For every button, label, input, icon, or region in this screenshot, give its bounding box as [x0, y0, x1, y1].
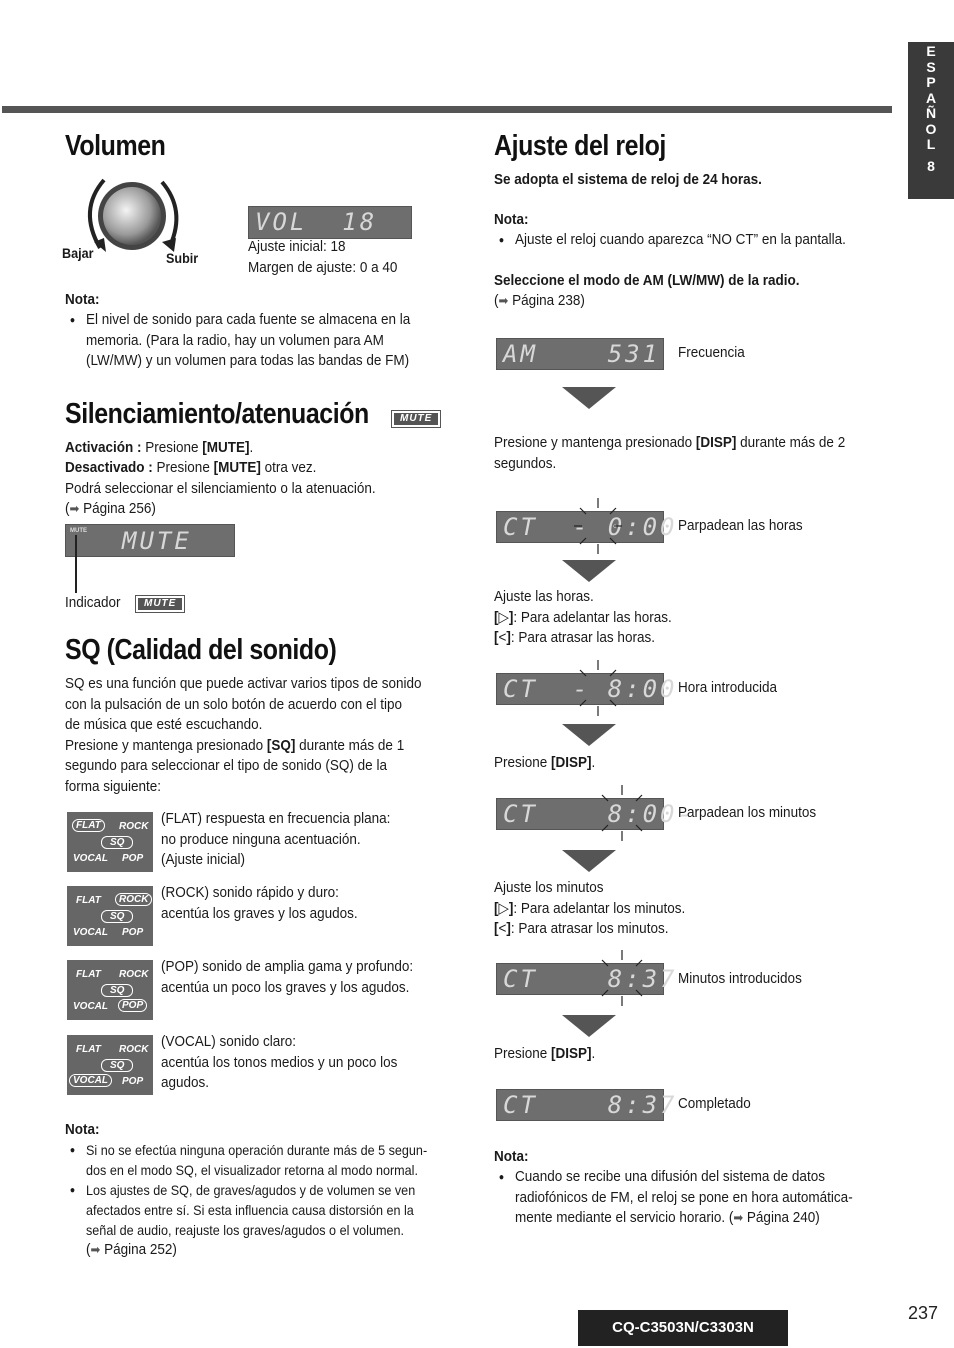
clock-step3-label: Hora introducida: [678, 679, 778, 696]
clock-lcd-frequency: AM 531: [496, 338, 664, 370]
sq-mode-pop: (POP) sonido de amplia gama y profundo: acentúa un poco los graves y los agudos.: [161, 958, 414, 996]
volume-range: Margen de ajuste: 0 a 40: [248, 259, 398, 276]
reloj-nota2-label: Nota:: [494, 1148, 529, 1165]
right-arrow-icon: ▷: [498, 899, 509, 917]
blink-rays-icon: [570, 660, 626, 716]
reloj-subtitle: Se adopta el sistema de reloj de 24 horas.: [494, 171, 762, 188]
sq-intro: SQ es una función que puede activar varios tipos de sonido con la pulsación de un solo botón de acuerdo con el tipo de música que esté escuchando. Presione y mantenga presionado [SQ] durante más de 1 segundo para seleccionar el tipo de sonido (SQ) de la forma siguiente:: [65, 675, 422, 795]
step-arrow-3: [562, 724, 616, 746]
volumen-nota-label: Nota:: [65, 291, 100, 308]
reloj-nota1: ● Ajuste el reloj cuando aparezca “NO CT” en la pantalla.: [515, 230, 846, 251]
indicator-line: [75, 535, 77, 593]
mute-heading-row: [65, 398, 418, 431]
volumen-nota: ● El nivel de sonido para cada fuente se almacena en la memoria. (Para la radio, hay un volumen para AM (LW/MW) y un volumen para todas las bandas de FM): [86, 310, 410, 372]
step-arrow-5: [562, 1015, 616, 1037]
mute-lcd: MUTE MUTE: [65, 524, 235, 557]
clock-step2-label: Parpadean las horas: [678, 517, 803, 534]
sq-nota: ● Si no se efectúa ninguna operación durante más de 5 segun- dos en el modo SQ, el visualizador retorna al modo normal. ● Los ajustes de SQ, de graves/agudos y de volumen se ven afectados entre sí. Si esta influencia causa distorsión en la señal de audio, reajuste los graves/agudos o el volumen. (➡ Página 252): [86, 1140, 427, 1260]
reloj-adjust-minutes: Ajuste los minutos [▷]: Para adelantar los minutos. [<]: Para atrasar los minutos.: [494, 879, 686, 937]
mute-badge: MUTE: [392, 411, 440, 427]
step-arrow-4: [562, 850, 616, 872]
sq-panel-vocal: FLAT ROCK SQ VOCAL POP: [67, 1035, 153, 1095]
clock-step6-label: Completado: [678, 1095, 751, 1112]
sq-panel-pop: FLAT ROCK SQ VOCAL POP: [67, 960, 153, 1020]
clock-lcd-hours-blink: CT - 0:00: [496, 511, 664, 543]
knob-up-label: Subir: [166, 250, 199, 266]
reloj-select-ref: (➡ Página 238): [494, 292, 585, 309]
clock-step5-label: Minutos introducidos: [678, 970, 802, 987]
sq-mode-vocal: (VOCAL) sonido claro: acentúa los tonos medios y un poco los agudos.: [161, 1033, 398, 1091]
volume-initial: Ajuste inicial: 18: [248, 238, 346, 255]
blink-rays-icon: [592, 950, 652, 1006]
clock-lcd-complete: CT 8:37: [496, 1089, 664, 1121]
sq-panel-flat: FLAT ROCK SQ VOCAL POP: [67, 812, 153, 872]
step-arrow-2: [562, 560, 616, 582]
reloj-adjust-hours: Ajuste las horas. [▷]: Para adelantar las horas. [<]: Para atrasar las horas.: [494, 588, 672, 646]
reloj-select: Seleccione el modo de AM (LW/MW) de la radio.: [494, 272, 800, 289]
indicator-label: Indicador: [65, 594, 121, 611]
reloj-nota-label: Nota:: [494, 211, 529, 228]
page-number: 237: [908, 1303, 939, 1323]
model-number: CQ-C3503N/C3303N: [578, 1310, 788, 1346]
reloj-press2: Presione [DISP].: [494, 1045, 596, 1062]
right-arrow-icon: ▷: [498, 608, 509, 626]
knob-down-label: Bajar: [62, 245, 94, 261]
reloj-heading: Ajuste del reloj: [494, 130, 666, 162]
clock-lcd-hour-set: CT - 8:00: [496, 673, 664, 705]
clock-lcd-minutes-blink: CT 8:00-: [496, 798, 664, 830]
clock-step1-label: Frecuencia: [678, 344, 745, 361]
reloj-hold: Presione y mantenga presionado [DISP] durante más de 2 segundos.: [494, 434, 846, 472]
mute-heading: Silenciamiento/atenuación: [65, 398, 369, 430]
step-arrow-1: [562, 387, 616, 409]
top-rule: [2, 106, 892, 113]
sq-mode-flat: (FLAT) respuesta en frecuencia plana: no produce ninguna acentuación. (Ajuste inicial): [161, 810, 391, 868]
sq-mode-rock: (ROCK) sonido rápido y duro: acentúa los graves y los agudos.: [161, 884, 358, 922]
volumen-heading: Volumen: [65, 130, 166, 162]
sq-nota-label: Nota:: [65, 1121, 100, 1138]
blink-rays-icon: [592, 785, 652, 841]
left-arrow-icon: <: [498, 920, 507, 937]
left-arrow-icon: <: [498, 629, 507, 646]
reloj-nota2: ● Cuando se recibe una difusión del sistema de datos radiofónicos de FM, el reloj se pone en hora automática- mente mediante el servicio horario. (➡ Página 240): [515, 1167, 853, 1229]
sq-heading: SQ (Calidad del sonido): [65, 634, 337, 666]
blink-rays-icon: [570, 498, 626, 554]
mute-page-ref: (➡ Página 256): [65, 500, 156, 517]
mute-desactivado: Desactivado : Presione [MUTE] otra vez.: [65, 459, 317, 476]
mute-line3: Podrá seleccionar el silenciamiento o la atenuación.: [65, 480, 376, 497]
volume-lcd: VOL 18: [248, 206, 412, 239]
clock-lcd-minutes-set: CT 8:37-: [496, 963, 664, 995]
clock-step4-label: Parpadean los minutos: [678, 804, 817, 821]
indicator-badge: MUTE: [136, 596, 184, 612]
reloj-press1: Presione [DISP].: [494, 754, 596, 771]
mute-activacion: Activación : Presione [MUTE].: [65, 439, 254, 456]
sq-panel-rock: FLAT ROCK SQ VOCAL POP: [67, 886, 153, 946]
language-tab: E S P A Ñ O L 8: [908, 42, 954, 199]
